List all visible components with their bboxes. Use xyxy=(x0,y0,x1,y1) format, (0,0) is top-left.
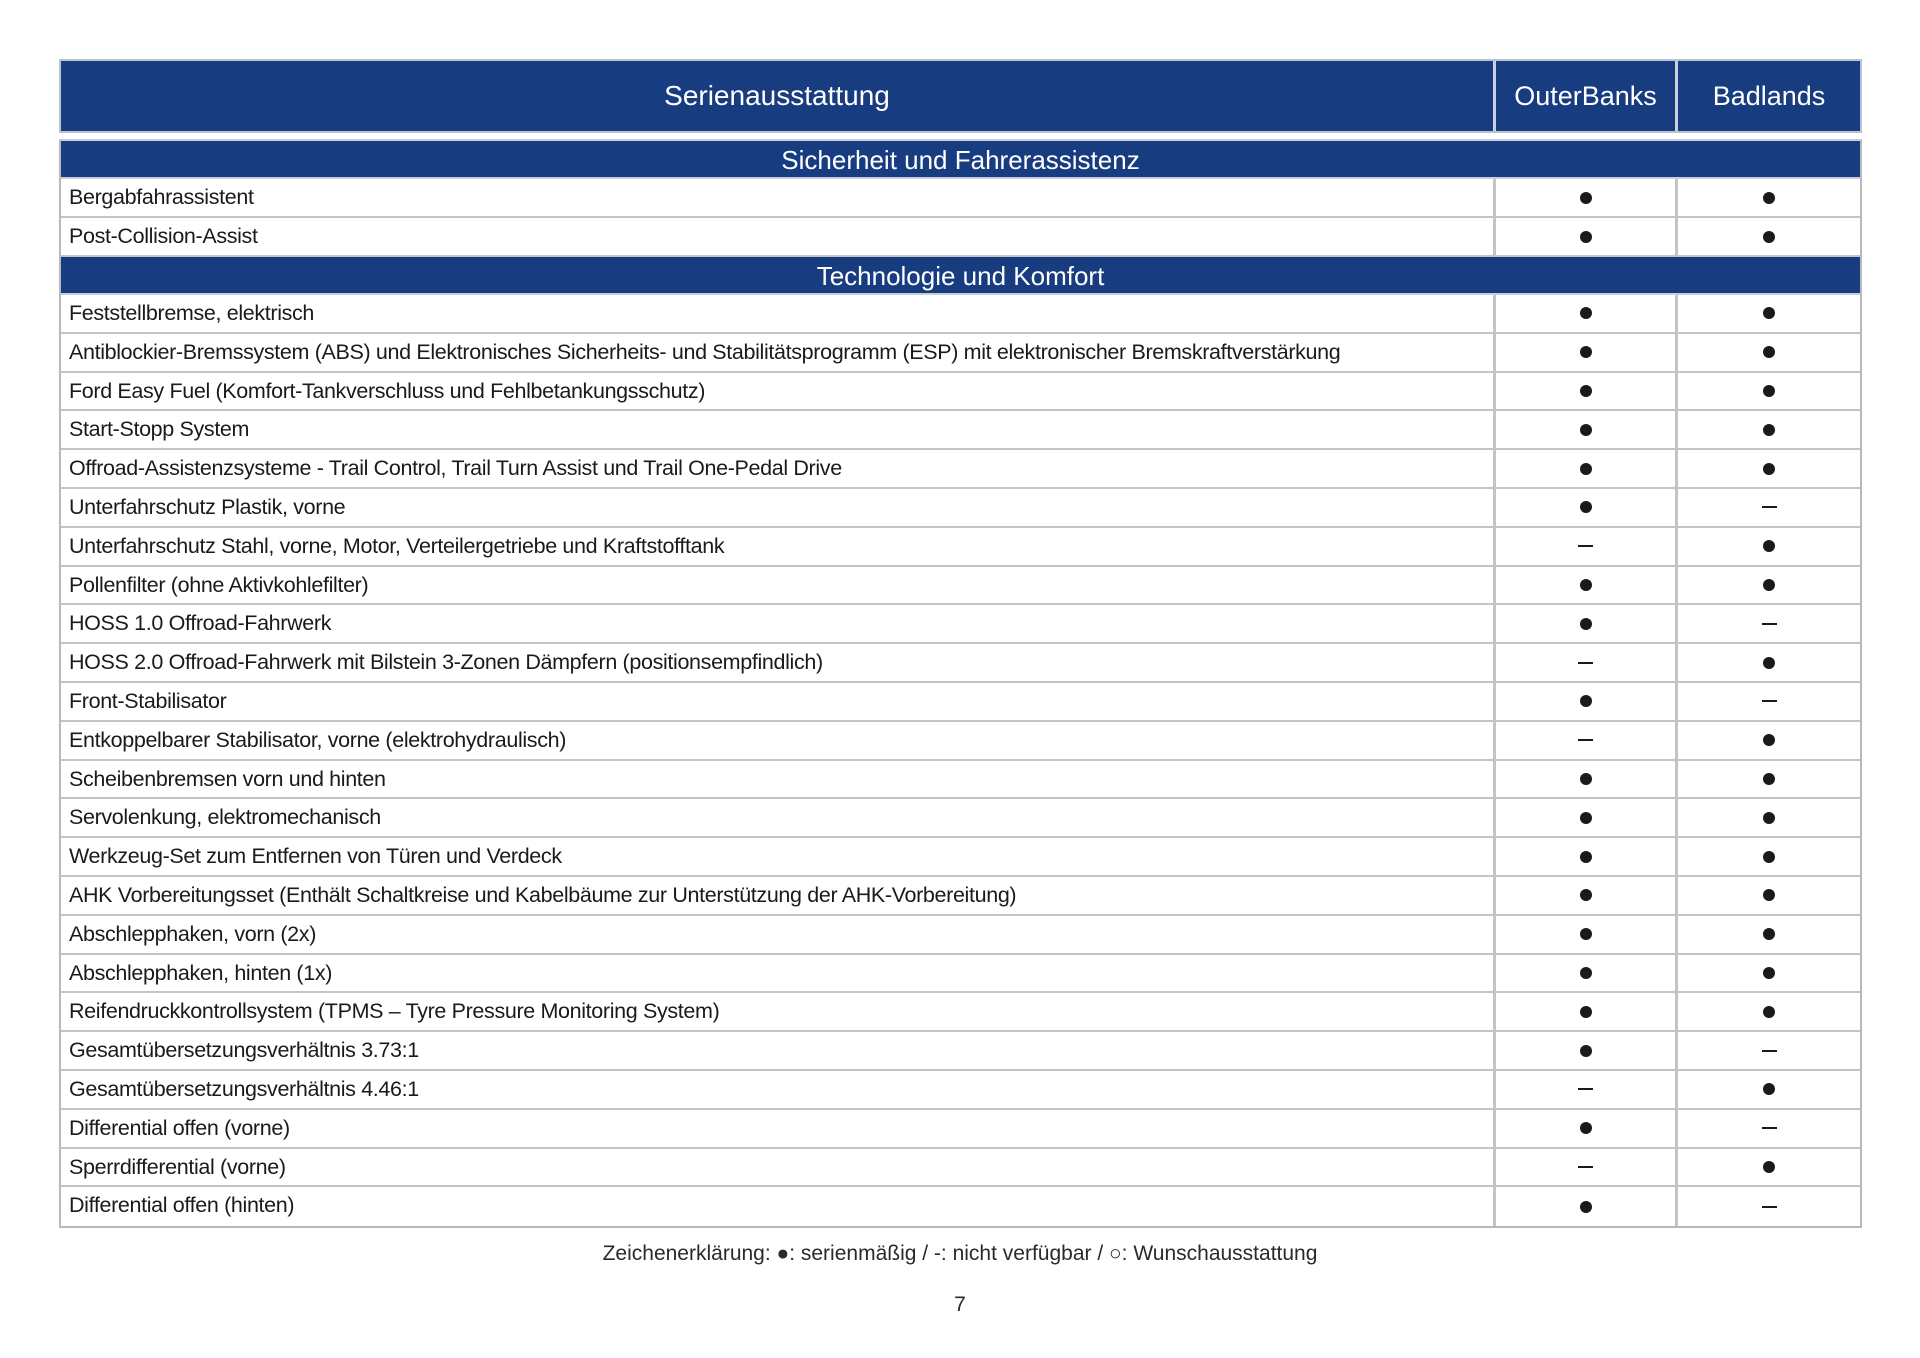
column-header-outer-banks-label: Outer xyxy=(1514,81,1582,111)
standard-dot-icon xyxy=(1580,424,1592,436)
availability-cell-badlands xyxy=(1678,1032,1860,1069)
availability-cell-outer-banks xyxy=(1496,761,1678,798)
feature-label: Gesamtübersetzungsverhältnis 3.73:1 xyxy=(61,1032,1496,1069)
availability-cell-outer-banks xyxy=(1496,799,1678,836)
availability-cell-badlands xyxy=(1678,528,1860,565)
standard-dot-icon xyxy=(1580,501,1592,513)
availability-cell-outer-banks xyxy=(1496,489,1678,526)
column-header-outer-banks-label-line2: Banks xyxy=(1581,81,1657,111)
availability-cell-badlands xyxy=(1678,955,1860,992)
section-header: Sicherheit und Fahrerassistenz xyxy=(61,141,1860,179)
availability-cell-outer-banks xyxy=(1496,1032,1678,1069)
feature-label: Start-Stopp System xyxy=(61,411,1496,448)
standard-dot-icon xyxy=(1763,540,1775,552)
table-row xyxy=(61,955,1860,994)
table-title: Serienausstattung xyxy=(61,61,1496,131)
feature-label: Gesamtübersetzungsverhältnis 4.46:1 xyxy=(61,1071,1496,1108)
legend: Zeichenerklärung: ●: serienmäßig / -: nicht verfügbar / ○: Wunschausstattung xyxy=(602,1242,1318,1265)
feature-label: Feststellbremse, elektrisch xyxy=(61,295,1496,332)
standard-dot-icon xyxy=(1763,424,1775,436)
standard-dot-icon xyxy=(1580,695,1592,707)
standard-dot-icon xyxy=(1763,812,1775,824)
feature-label: HOSS 1.0 Offroad-Fahrwerk xyxy=(61,605,1496,642)
not-available-dash-icon xyxy=(1578,1088,1593,1090)
table-row xyxy=(61,993,1860,1032)
availability-cell-badlands xyxy=(1678,605,1860,642)
availability-cell-outer-banks xyxy=(1496,683,1678,720)
standard-dot-icon xyxy=(1580,812,1592,824)
not-available-dash-icon xyxy=(1578,662,1593,664)
column-header-outer-banks xyxy=(1496,61,1678,131)
table-row xyxy=(61,722,1860,761)
standard-dot-icon xyxy=(1763,1161,1775,1173)
not-available-dash-icon xyxy=(1762,1127,1777,1129)
feature-label: Sperrdifferential (vorne) xyxy=(61,1149,1496,1186)
availability-cell-outer-banks xyxy=(1496,838,1678,875)
standard-dot-icon xyxy=(1580,967,1592,979)
availability-cell-badlands xyxy=(1678,799,1860,836)
table-row xyxy=(61,1187,1860,1226)
standard-dot-icon xyxy=(1580,618,1592,630)
feature-label: Werkzeug-Set zum Entfernen von Türen und Verdeck xyxy=(61,838,1496,875)
standard-dot-icon xyxy=(1763,385,1775,397)
standard-dot-icon xyxy=(1763,967,1775,979)
standard-dot-icon xyxy=(1580,1201,1592,1213)
feature-label: Post-Collision-Assist xyxy=(61,218,1496,255)
feature-label: Entkoppelbarer Stabilisator, vorne (elektrohydraulisch) xyxy=(61,722,1496,759)
availability-cell-badlands xyxy=(1678,683,1860,720)
feature-label: Abschlepphaken, vorn (2x) xyxy=(61,916,1496,953)
availability-cell-badlands xyxy=(1678,993,1860,1030)
standard-dot-icon xyxy=(1763,657,1775,669)
table-row xyxy=(61,916,1860,955)
feature-label: Unterfahrschutz Plastik, vorne xyxy=(61,489,1496,526)
table-row xyxy=(61,605,1860,644)
table-row xyxy=(61,528,1860,567)
table-row xyxy=(61,1110,1860,1149)
availability-cell-badlands xyxy=(1678,1149,1860,1186)
not-available-dash-icon xyxy=(1578,1166,1593,1168)
standard-dot-icon xyxy=(1763,734,1775,746)
equipment-table xyxy=(59,139,1862,1228)
standard-dot-icon xyxy=(1763,307,1775,319)
availability-cell-badlands xyxy=(1678,916,1860,953)
availability-cell-outer-banks xyxy=(1496,567,1678,604)
not-available-dash-icon xyxy=(1762,700,1777,702)
availability-cell-outer-banks xyxy=(1496,1071,1678,1108)
table-row xyxy=(61,373,1860,412)
standard-dot-icon xyxy=(1763,851,1775,863)
standard-dot-icon xyxy=(1763,192,1775,204)
availability-cell-badlands xyxy=(1678,1071,1860,1108)
availability-cell-outer-banks xyxy=(1496,993,1678,1030)
availability-cell-outer-banks xyxy=(1496,218,1678,255)
availability-cell-outer-banks xyxy=(1496,528,1678,565)
table-row xyxy=(61,179,1860,218)
standard-dot-icon xyxy=(1580,928,1592,940)
feature-label: AHK Vorbereitungsset (Enthält Schaltkreise und Kabelbäume zur Unterstützung der AHK-Vorbereitung) xyxy=(61,877,1496,914)
availability-cell-outer-banks xyxy=(1496,605,1678,642)
standard-dot-icon xyxy=(1580,1045,1592,1057)
table-row xyxy=(61,295,1860,334)
standard-dot-icon xyxy=(1763,928,1775,940)
availability-cell-badlands xyxy=(1678,179,1860,216)
standard-dot-icon xyxy=(1580,851,1592,863)
availability-cell-outer-banks xyxy=(1496,877,1678,914)
availability-cell-outer-banks xyxy=(1496,916,1678,953)
availability-cell-outer-banks xyxy=(1496,373,1678,410)
availability-cell-badlands xyxy=(1678,1110,1860,1147)
table-row xyxy=(61,644,1860,683)
availability-cell-outer-banks xyxy=(1496,295,1678,332)
feature-label: Bergabfahrassistent xyxy=(61,179,1496,216)
availability-cell-outer-banks xyxy=(1496,722,1678,759)
table-row xyxy=(61,838,1860,877)
availability-cell-badlands xyxy=(1678,761,1860,798)
availability-cell-outer-banks xyxy=(1496,955,1678,992)
availability-cell-outer-banks xyxy=(1496,1110,1678,1147)
availability-cell-badlands xyxy=(1678,373,1860,410)
availability-cell-badlands xyxy=(1678,489,1860,526)
table-row xyxy=(61,489,1860,528)
standard-dot-icon xyxy=(1580,307,1592,319)
availability-cell-badlands xyxy=(1678,567,1860,604)
availability-cell-outer-banks xyxy=(1496,1149,1678,1186)
table-header xyxy=(59,59,1862,133)
standard-dot-icon xyxy=(1763,1083,1775,1095)
not-available-dash-icon xyxy=(1762,1050,1777,1052)
feature-label: Ford Easy Fuel (Komfort-Tankverschluss und Fehlbetankungsschutz) xyxy=(61,373,1496,410)
standard-dot-icon xyxy=(1580,773,1592,785)
availability-cell-outer-banks xyxy=(1496,644,1678,681)
availability-cell-badlands xyxy=(1678,722,1860,759)
availability-cell-badlands xyxy=(1678,334,1860,371)
standard-dot-icon xyxy=(1580,192,1592,204)
not-available-dash-icon xyxy=(1762,1206,1777,1208)
not-available-dash-icon xyxy=(1762,623,1777,625)
section-header: Technologie und Komfort xyxy=(61,257,1860,295)
table-row xyxy=(61,567,1860,606)
standard-dot-icon xyxy=(1763,346,1775,358)
availability-cell-badlands xyxy=(1678,295,1860,332)
availability-cell-badlands xyxy=(1678,644,1860,681)
standard-dot-icon xyxy=(1763,1006,1775,1018)
standard-dot-icon xyxy=(1763,579,1775,591)
table-row xyxy=(61,877,1860,916)
standard-dot-icon xyxy=(1763,231,1775,243)
feature-label: Reifendruckkontrollsystem (TPMS – Tyre Pressure Monitoring System) xyxy=(61,993,1496,1030)
standard-dot-icon xyxy=(1580,579,1592,591)
table-row xyxy=(61,450,1860,489)
page-number: 7 xyxy=(954,1293,966,1316)
standard-dot-icon xyxy=(1580,1006,1592,1018)
table-row xyxy=(61,1149,1860,1188)
availability-cell-badlands xyxy=(1678,411,1860,448)
availability-cell-outer-banks xyxy=(1496,179,1678,216)
table-row xyxy=(61,761,1860,800)
table-row xyxy=(61,218,1860,257)
standard-dot-icon xyxy=(1580,346,1592,358)
column-header-badlands: Badlands xyxy=(1712,81,1826,111)
feature-label: Abschlepphaken, hinten (1x) xyxy=(61,955,1496,992)
feature-label: Unterfahrschutz Stahl, vorne, Motor, Verteilergetriebe und Kraftstofftank xyxy=(61,528,1496,565)
table-row xyxy=(61,683,1860,722)
availability-cell-outer-banks xyxy=(1496,334,1678,371)
table-row xyxy=(61,411,1860,450)
feature-label: Differential offen (hinten) xyxy=(61,1187,1496,1226)
not-available-dash-icon xyxy=(1578,545,1593,547)
availability-cell-outer-banks xyxy=(1496,450,1678,487)
not-available-dash-icon xyxy=(1762,506,1777,508)
standard-dot-icon xyxy=(1580,1122,1592,1134)
feature-label: Offroad-Assistenzsysteme - Trail Control, Trail Turn Assist und Trail One-Pedal Drive xyxy=(61,450,1496,487)
feature-label: Pollenfilter (ohne Aktivkohlefilter) xyxy=(61,567,1496,604)
standard-dot-icon xyxy=(1763,773,1775,785)
feature-label: Servolenkung, elektromechanisch xyxy=(61,799,1496,836)
standard-dot-icon xyxy=(1763,463,1775,475)
table-row xyxy=(61,799,1860,838)
standard-dot-icon xyxy=(1580,889,1592,901)
availability-cell-badlands xyxy=(1678,1187,1860,1226)
standard-dot-icon xyxy=(1580,231,1592,243)
not-available-dash-icon xyxy=(1578,739,1593,741)
availability-cell-badlands xyxy=(1678,218,1860,255)
table-row xyxy=(61,1032,1860,1071)
feature-label: Differential offen (vorne) xyxy=(61,1110,1496,1147)
feature-label: HOSS 2.0 Offroad-Fahrwerk mit Bilstein 3-Zonen Dämpfern (positionsempfindlich) xyxy=(61,644,1496,681)
standard-dot-icon xyxy=(1763,889,1775,901)
availability-cell-outer-banks xyxy=(1496,1187,1678,1226)
standard-dot-icon xyxy=(1580,385,1592,397)
availability-cell-badlands xyxy=(1678,838,1860,875)
feature-label: Antiblockier-Bremssystem (ABS) und Elektronisches Sicherheits- und Stabilitätsprogramm (ESP) mit elektronischer Bremskraftverstärkung xyxy=(61,334,1496,371)
feature-label: Front-Stabilisator xyxy=(61,683,1496,720)
feature-label: Scheibenbremsen vorn und hinten xyxy=(61,761,1496,798)
availability-cell-badlands xyxy=(1678,877,1860,914)
table-row xyxy=(61,1071,1860,1110)
availability-cell-badlands xyxy=(1678,450,1860,487)
availability-cell-outer-banks xyxy=(1496,411,1678,448)
table-row xyxy=(61,334,1860,373)
standard-dot-icon xyxy=(1580,463,1592,475)
